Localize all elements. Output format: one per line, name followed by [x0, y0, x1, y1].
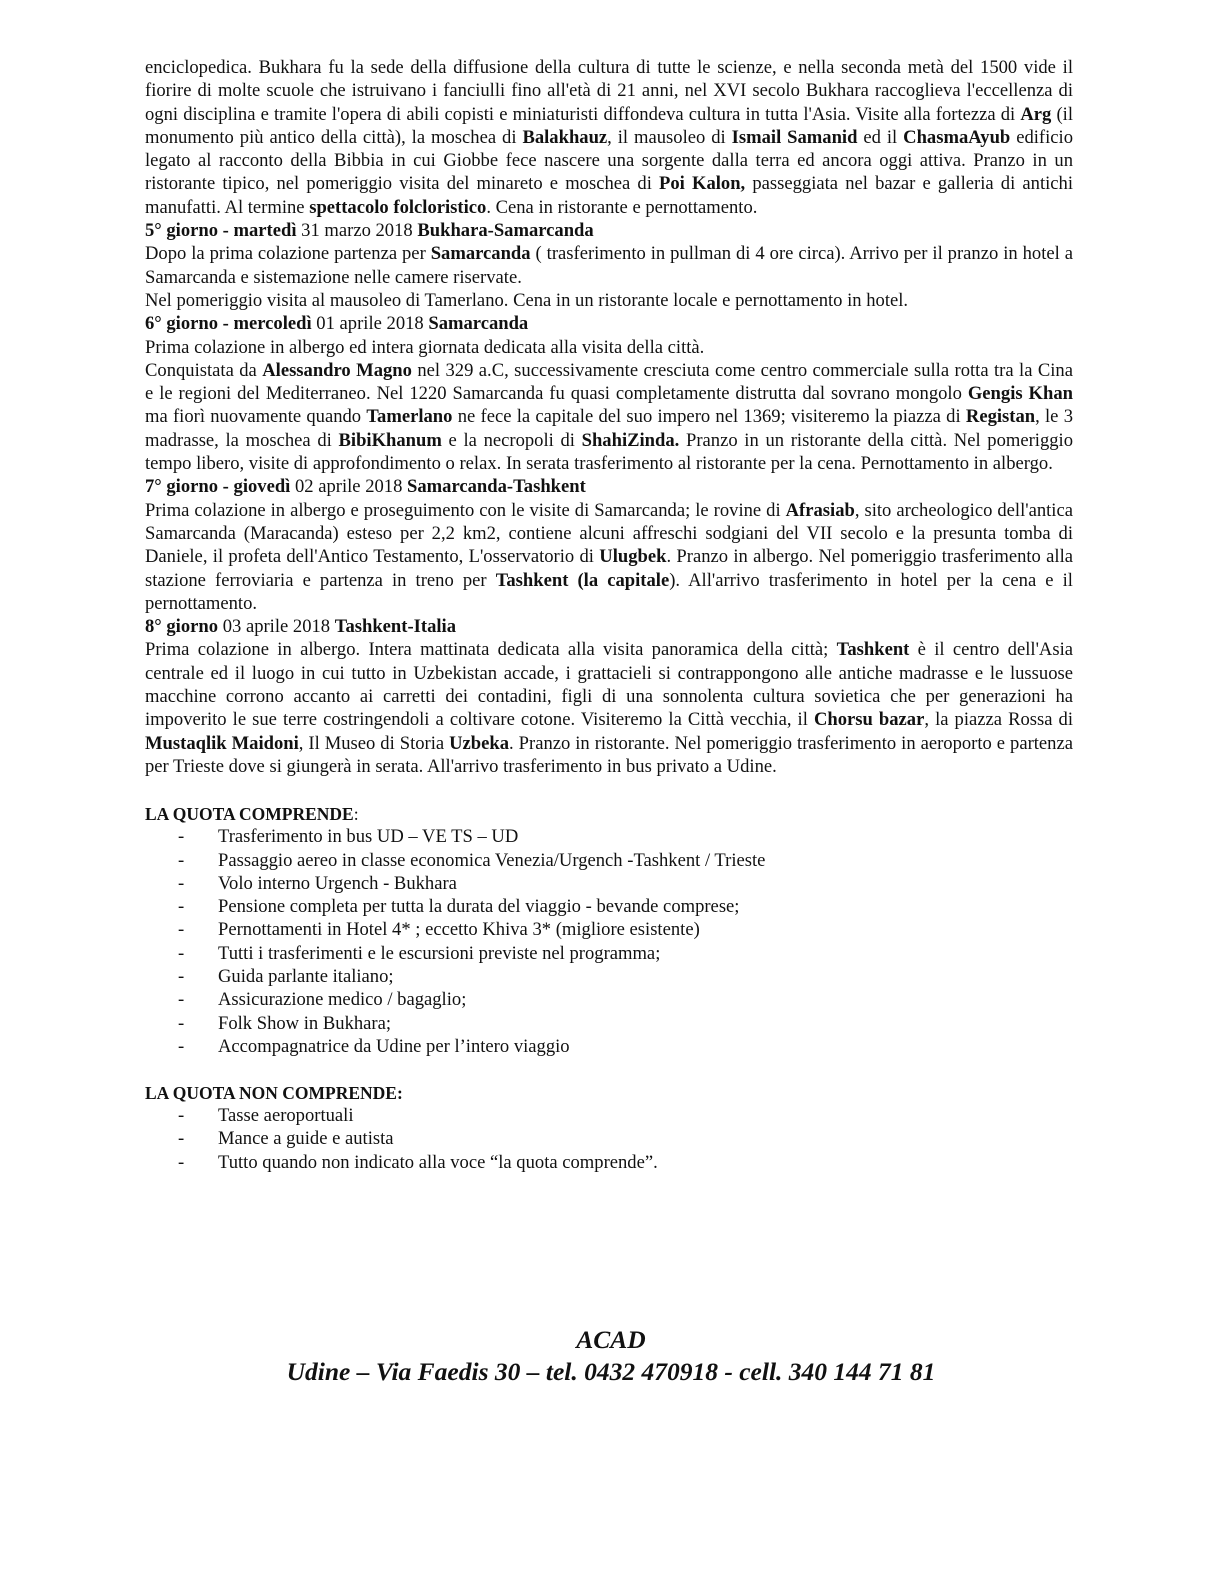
- text-run: ed il: [857, 126, 904, 148]
- day-paragraph: [145, 289, 1073, 312]
- dash-bullet: -: [178, 896, 185, 918]
- bold-text: Balakhauz: [522, 126, 608, 148]
- bold-text: Chorsu bazar: [813, 709, 925, 731]
- text-run: nel 329 a.C, successivamente cresciuta come centro commerciale sulla rotta tra la Cina e le regioni del Mediterraneo. Nel 1220 Samarcanda fu quasi completamente distrutta dal sovrano mongolo: [145, 359, 1073, 405]
- dash-bullet: -: [178, 849, 185, 871]
- list-item-text: Pensione completa per tutta la durata del viaggio - bevande comprese;: [218, 896, 740, 918]
- list-item: [145, 1127, 1073, 1150]
- bold-text: Gengis Khan: [967, 383, 1073, 405]
- text-run: . Pranzo in albergo. Nel pomeriggio trasferimento alla stazione ferroviaria e partenza in treno per: [145, 546, 1073, 591]
- bold-text: Afrasiab: [785, 499, 855, 521]
- bold-text: Samarcanda: [428, 313, 529, 335]
- text-run: 01 aprile 2018: [311, 313, 429, 335]
- includes-list: [145, 825, 1073, 1058]
- list-item: [145, 1012, 1073, 1035]
- document-body: [145, 56, 1073, 1174]
- list-item-text: Tutto quando non indicato alla voce “la quota comprende”.: [218, 1151, 658, 1173]
- list-item: [145, 965, 1073, 988]
- excludes-section: [145, 1082, 1073, 1174]
- text-run: . Cena in ristorante e pernottamento.: [486, 196, 758, 218]
- bold-text: Alessandro Magno: [262, 359, 412, 381]
- list-item-text: Tasse aeroportuali: [218, 1105, 354, 1127]
- list-item: [145, 988, 1073, 1011]
- text-run: , il mausoleo di: [607, 126, 732, 148]
- day-heading: [145, 475, 1073, 498]
- dash-bullet: -: [178, 989, 185, 1011]
- day-heading: [145, 615, 1073, 638]
- day-heading: [145, 219, 1073, 242]
- company-name: ACAD: [576, 1325, 646, 1354]
- text-run: 03 aprile 2018: [218, 616, 335, 638]
- list-item: [145, 942, 1073, 965]
- dash-bullet: -: [178, 942, 185, 964]
- text-run: passeggiata nel bazar e galleria di antichi manufatti. Al termine: [145, 173, 1073, 218]
- day-6: [145, 312, 1073, 475]
- dash-bullet: -: [178, 965, 185, 987]
- bold-text: Mustaqlik Maidoni: [145, 732, 299, 754]
- bold-text: 6° giorno - mercoledì: [145, 313, 312, 335]
- day-paragraph: [145, 242, 1073, 289]
- list-item: [145, 849, 1073, 872]
- text-run: , la piazza Rossa di: [924, 709, 1074, 731]
- bold-text: Registan: [965, 406, 1036, 428]
- bold-text: Tashkent: [836, 639, 910, 661]
- bold-text: Uzbeka: [449, 732, 510, 754]
- text-run: Dopo la prima colazione partenza per: [145, 243, 431, 265]
- list-item-text: Pernottamenti in Hotel 4* ; eccetto Khiva 3* (migliore esistente): [218, 919, 700, 941]
- day-7: [145, 475, 1073, 615]
- text-run: , sito archeologico dell'antica Samarcanda (Maracanda) esteso per 2,2 km2, contiene alcuni affreschi sodgiani del VII secolo e la presunta tomba di Daniele, il profeta dell'Antico Testamento, L'osservatorio di: [145, 499, 1073, 568]
- bold-text: Samarcanda: [430, 243, 531, 265]
- dash-bullet: -: [178, 872, 185, 894]
- list-item: [145, 1151, 1073, 1174]
- day-8: [145, 615, 1073, 778]
- dash-bullet: -: [178, 1128, 185, 1150]
- bold-text: Tashkent-Italia: [334, 616, 456, 638]
- dash-bullet: -: [178, 1035, 185, 1057]
- bold-text: 8° giorno: [145, 616, 219, 638]
- list-item-text: Passaggio aereo in classe economica Venezia/Urgench -Tashkent / Trieste: [218, 849, 766, 871]
- list-item: [145, 1104, 1073, 1127]
- text-run: Nel pomeriggio visita al mausoleo di Tamerlano. Cena in un ristorante locale e pernottamento in hotel.: [145, 289, 909, 311]
- bold-text: Samarcanda-Tashkent: [407, 476, 586, 498]
- bold-text: Poi Kalon,: [659, 173, 746, 195]
- text-run: Prima colazione in albergo e proseguimento con le visite di Samarcanda; le rovine di: [145, 499, 786, 521]
- bold-text: ShahiZinda.: [581, 429, 680, 451]
- list-item: [145, 825, 1073, 848]
- text-run: ). All'arrivo trasferimento in hotel per la cena e il pernottamento.: [145, 569, 1073, 614]
- includes-title: LA QUOTA COMPRENDE:: [145, 804, 359, 825]
- bold-text: Arg: [1020, 103, 1052, 125]
- text-run: enciclopedica. Bukhara fu la sede della diffusione della cultura di tutte le scienze, e nella seconda metà del 1500 vide il fiorire di molte scuole che istruivano i fanciulli fino all'età di 21 anni, nel XVI secolo Bukhara raccoglieva l'eccellenza di ogni disciplina e tramite l'opera di abili copisti e miniaturisti diffondeva cultura in tutta l'Asia. Visite alla fortezza di: [145, 57, 1073, 125]
- list-item-text: Trasferimento in bus UD – VE TS – UD: [218, 826, 519, 848]
- list-item: [145, 1035, 1073, 1058]
- day-heading: [145, 312, 1073, 335]
- text-run: 02 aprile 2018: [290, 476, 408, 498]
- day-paragraph: [145, 499, 1073, 615]
- list-item-text: Folk Show in Bukhara;: [218, 1012, 392, 1034]
- text-run: ma fiorì nuovamente quando: [145, 406, 367, 428]
- dash-bullet: -: [178, 1105, 185, 1127]
- includes-section: [145, 803, 1073, 1058]
- list-item-text: Volo interno Urgench - Bukhara: [218, 872, 457, 894]
- bold-text: BibiKhanum: [338, 429, 442, 451]
- day-paragraph: [145, 359, 1073, 475]
- dash-bullet: -: [178, 1012, 185, 1034]
- text-run: , Il Museo di Storia: [298, 732, 450, 754]
- text-run: 31 marzo 2018: [296, 220, 418, 242]
- bold-text: Tashkent (la capitale: [495, 569, 670, 591]
- company-contact: Udine – Via Faedis 30 – tel. 0432 470918 - cell. 340 144 71 81: [286, 1357, 936, 1386]
- excludes-title: LA QUOTA NON COMPRENDE:: [145, 1083, 403, 1104]
- dash-bullet: -: [178, 826, 185, 848]
- list-item: [145, 872, 1073, 895]
- list-item-text: Accompagnatrice da Udine per l’intero viaggio: [218, 1035, 570, 1057]
- text-run: edificio legato al racconto della Bibbia in cui Giobbe fece nascere una sorgente dalla terra ed ancora oggi attiva. Pranzo in un ristorante tipico, nel pomeriggio visita del minareto e moschea di: [145, 126, 1074, 195]
- list-item-text: Guida parlante italiano;: [218, 965, 394, 987]
- text-run: è il centro dell'Asia centrale ed il luogo in cui tutto in Uzbekistan accade, i grattacieli si contrappongono alle antiche madrasse e le lussuose macchine corrono accanto ai carretti dei contadini, figli di una sonnolenta cultura sovietica che per generazioni ha impoverito le sue terre costringendoli a coltivare cotone. Visiteremo la Città vecchia, il: [145, 639, 1074, 731]
- bold-text: Ismail Samanid: [731, 126, 858, 148]
- list-item-text: Mance a guide e autista: [218, 1128, 394, 1150]
- intro-paragraph: [145, 56, 1073, 219]
- bold-text: Bukhara-Samarcanda: [417, 220, 594, 242]
- bold-text: Tamerlano: [366, 406, 453, 428]
- day-paragraph: [145, 336, 1073, 359]
- list-item-text: Assicurazione medico / bagaglio;: [218, 989, 467, 1011]
- list-item: [145, 918, 1073, 941]
- text-run: Prima colazione in albergo ed intera giornata dedicata alla visita della città.: [145, 336, 705, 358]
- bold-text: ChasmaAyub: [903, 126, 1011, 148]
- excludes-list: [145, 1104, 1073, 1174]
- bold-text: 5° giorno - martedì: [145, 220, 297, 242]
- text-run: e la necropoli di: [441, 429, 582, 451]
- text-run: ne fece la capitale del suo impero nel 1369; visiteremo la piazza di: [452, 406, 966, 428]
- footer: [0, 1324, 1222, 1388]
- list-item-text: Tutti i trasferimenti e le escursioni previste nel programma;: [218, 942, 661, 964]
- text-run: Prima colazione in albergo. Intera mattinata dedicata alla visita panoramica della città;: [145, 639, 837, 661]
- dash-bullet: -: [178, 1151, 185, 1173]
- text-run: ( trasferimento in pullman di 4 ore circa). Arrivo per il pranzo in hotel a Samarcanda e sistemazione nelle camere riservate.: [145, 243, 1073, 288]
- text-run: . Pranzo in ristorante. Nel pomeriggio trasferimento in aeroporto e partenza per Trieste dove si giungerà in serata. All'arrivo trasferimento in bus privato a Udine.: [145, 732, 1073, 777]
- text-run: (il monumento più antico della città), la moschea di: [145, 103, 1073, 148]
- day-paragraph: [145, 638, 1073, 778]
- text-run: Pranzo in un ristorante della città. Nel pomeriggio tempo libero, visite di approfondimento o relax. In serata trasferimento al ristorante per la cena. Pernottamento in albergo.: [145, 429, 1074, 475]
- list-item: [145, 895, 1073, 918]
- text-run: , le 3 madrasse, la moschea di: [145, 406, 1073, 451]
- text-run: Conquistata da: [145, 359, 263, 381]
- bold-text: 7° giorno - giovedì: [145, 476, 291, 498]
- bold-text: spettacolo folcloristico: [309, 196, 487, 218]
- bold-text: Ulugbek: [599, 546, 667, 568]
- dash-bullet: -: [178, 919, 185, 941]
- day-5: [145, 219, 1073, 312]
